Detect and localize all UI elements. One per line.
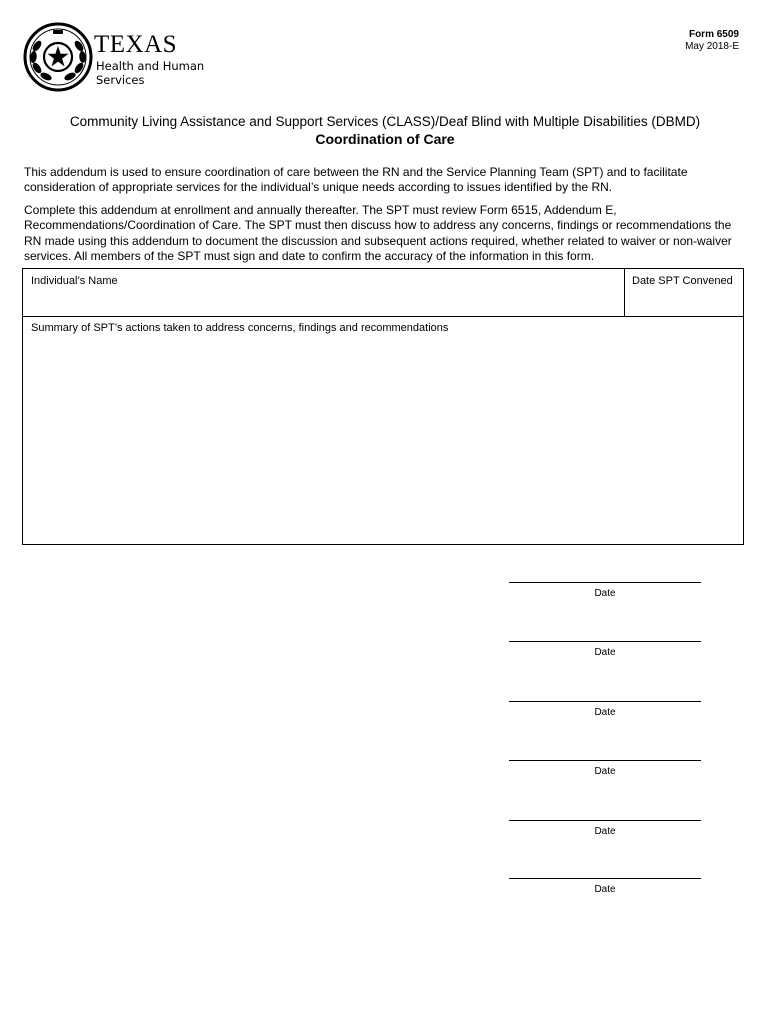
signature-line[interactable] xyxy=(509,641,701,666)
date-spt-convened-field[interactable]: Date SPT Convened xyxy=(632,275,733,287)
form-number: Form 6509 xyxy=(688,29,739,40)
summary-actions-field[interactable]: Summary of SPT’s actions taken to address concerns, findings and recommendations xyxy=(31,322,449,334)
page-title: Coordination of Care xyxy=(315,131,455,147)
signature-date-label: Date xyxy=(594,588,616,599)
signature-date-label: Date xyxy=(594,826,616,837)
form-date: May 2018-E xyxy=(685,41,739,52)
hhs-logo xyxy=(23,22,213,96)
signature-date-label: Date xyxy=(594,884,616,895)
intro-paragraph-1: This addendum is used to ensure coordination of care between the RN and the Service Planning Team (SPT) and to facilitate consideration of appropriate services for the individual’s unique needs according to issues identified by the RN. xyxy=(24,165,688,195)
column-divider xyxy=(624,269,625,316)
texas-seal-icon xyxy=(23,22,93,92)
individual-name-field[interactable]: Individual’s Name xyxy=(31,275,118,287)
signature-date-label: Date xyxy=(594,647,616,658)
signature-line[interactable] xyxy=(509,878,701,903)
form-identifier xyxy=(685,29,739,53)
program-title: Community Living Assistance and Support Services (CLASS)/Deaf Blind with Multiple Disabilities (DBMD) xyxy=(69,114,701,129)
org-title: TEXAS xyxy=(94,31,178,58)
signature-line[interactable] xyxy=(509,582,701,607)
signature-line[interactable] xyxy=(509,820,701,845)
org-subtitle: Health and Human Services xyxy=(96,59,205,87)
intro-paragraph-2: Complete this addendum at enrollment and annually thereafter. The SPT must review Form 6515, Addendum E, Recommendations/Coordination of Care. The SPT must then discuss how to address any concerns, findings or recommendations the RN made using this addendum to document the discussion and subsequent actions required, whether related to waiver or non-waiver services. All members of the SPT must sign and date to confirm the accuracy of the information in this form. xyxy=(24,203,732,264)
signature-line[interactable] xyxy=(509,701,701,726)
coordination-form-table xyxy=(22,268,744,545)
signature-line[interactable] xyxy=(509,760,701,785)
form-row-name-date xyxy=(23,269,743,317)
signature-date-label: Date xyxy=(594,707,616,718)
signature-date-label: Date xyxy=(594,766,616,777)
